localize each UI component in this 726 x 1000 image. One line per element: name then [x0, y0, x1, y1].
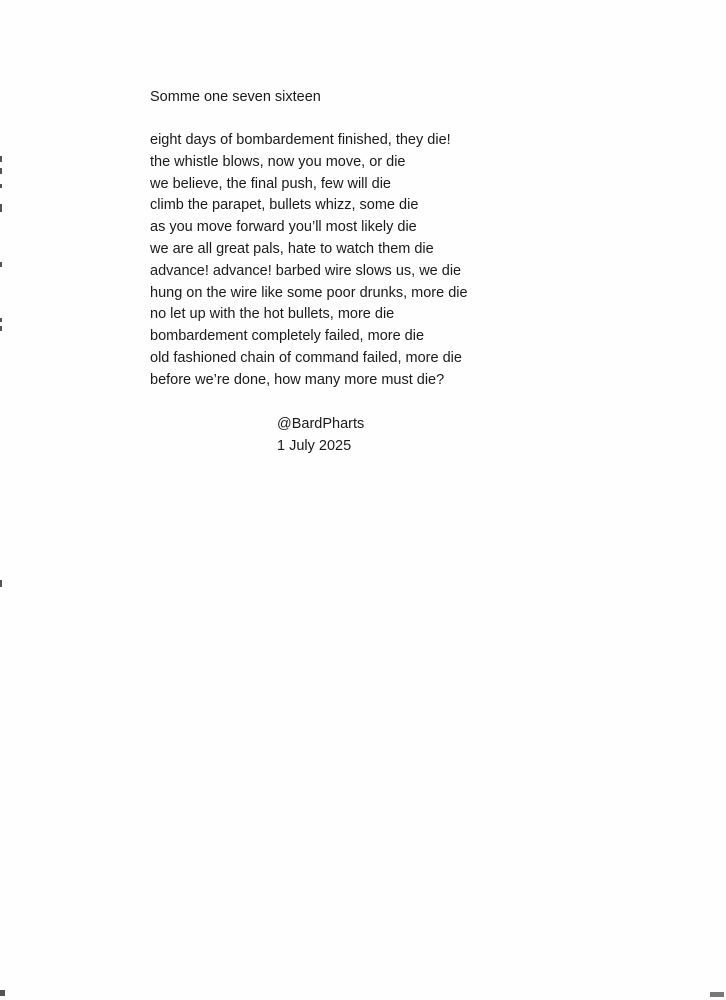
poem-line: advance! advance! barbed wire slows us, we die — [150, 262, 462, 279]
scan-mark — [0, 156, 2, 162]
poem-body — [150, 130, 468, 392]
scan-mark — [0, 580, 2, 587]
scan-mark — [0, 262, 2, 267]
author-handle: @BardPharts — [277, 416, 365, 432]
poem-line: we believe, the final push, few will die — [150, 175, 391, 192]
poem-line: before we’re done, how many more must die? — [150, 371, 445, 388]
poem-line: no let up with the hot bullets, more die — [150, 306, 395, 323]
poem-line: bombardement completely failed, more die — [150, 328, 425, 345]
scan-mark — [710, 992, 724, 997]
poem-line: hung on the wire like some poor drunks, more die — [150, 284, 468, 301]
poem-line: eight days of bombardement finished, they die! — [150, 132, 451, 148]
signature-block — [277, 413, 364, 457]
scan-mark — [0, 990, 5, 996]
scan-mark — [0, 168, 2, 174]
poem-line: climb the parapet, bullets whizz, some die — [150, 197, 419, 214]
poem-line: we are all great pals, hate to watch them die — [150, 240, 434, 257]
poem-line: the whistle blows, now you move, or die — [150, 153, 406, 170]
scan-mark — [0, 318, 2, 322]
poem-title: Somme one seven sixteen — [150, 89, 321, 105]
poem-line: as you move forward you’ll most likely die — [150, 219, 417, 236]
scan-mark — [0, 204, 2, 212]
poem-line: old fashioned chain of command failed, more die — [150, 349, 462, 366]
poem-date: 1 July 2025 — [277, 438, 352, 454]
scan-mark — [0, 184, 2, 188]
scan-mark — [0, 326, 2, 331]
